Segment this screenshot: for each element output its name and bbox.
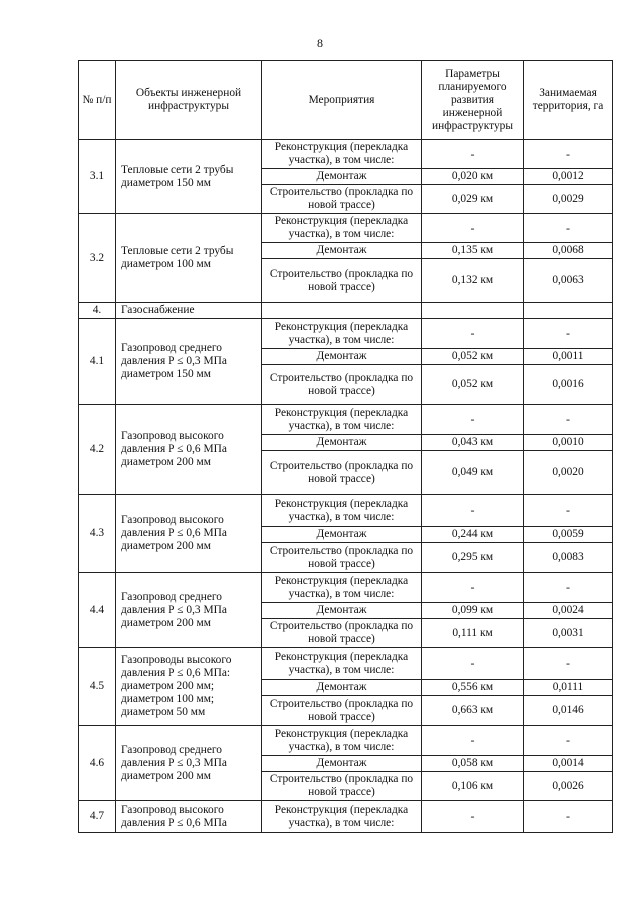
object-name: Газопровод высокого давления Р ≤ 0,6 МПа диаметром 200 мм (116, 495, 262, 573)
table-row (79, 648, 613, 680)
param-cell: - (422, 405, 524, 435)
table-row (79, 405, 613, 435)
object-name: Газопровод высокого давления Р ≤ 0,6 МПа диаметром 200 мм (116, 405, 262, 495)
area-cell: - (524, 140, 613, 169)
area-cell: 0,0026 (524, 772, 613, 801)
action-cell: Реконструкция (перекладка участка), в том числе: (262, 801, 422, 833)
area-cell: 0,0031 (524, 619, 613, 648)
action-cell: Демонтаж (262, 756, 422, 772)
header-object: Объекты инженерной инфраструктуры (116, 61, 262, 140)
action-cell: Реконструкция (перекладка участка), в том числе: (262, 140, 422, 169)
param-cell: 0,663 км (422, 696, 524, 726)
area-cell: 0,0111 (524, 680, 613, 696)
row-number: 4.5 (79, 648, 116, 726)
row-number: 4.6 (79, 726, 116, 801)
action-cell: Реконструкция (перекладка участка), в том числе: (262, 648, 422, 680)
action-cell: Демонтаж (262, 435, 422, 451)
area-cell: 0,0016 (524, 365, 613, 405)
param-cell: 0,049 км (422, 451, 524, 495)
page-number: 8 (317, 36, 323, 50)
table-body (79, 140, 613, 833)
action-cell: Демонтаж (262, 243, 422, 259)
param-cell: 0,106 км (422, 772, 524, 801)
object-name: Газопровод среднего давления Р ≤ 0,3 МПа диаметром 150 мм (116, 319, 262, 405)
action-cell: Демонтаж (262, 680, 422, 696)
object-name: Газопровод среднего давления Р ≤ 0,3 МПа диаметром 200 мм (116, 726, 262, 801)
area-cell: 0,0020 (524, 451, 613, 495)
param-cell: - (422, 495, 524, 527)
action-cell: Строительство (прокладка по новой трассе) (262, 365, 422, 405)
param-cell: - (422, 801, 524, 833)
action-cell: Строительство (прокладка по новой трассе) (262, 696, 422, 726)
param-cell: - (422, 319, 524, 349)
param-cell: 0,052 км (422, 365, 524, 405)
action-cell: Строительство (прокладка по новой трассе) (262, 619, 422, 648)
action-cell: Демонтаж (262, 349, 422, 365)
action-cell: Строительство (прокладка по новой трассе) (262, 772, 422, 801)
object-name: Тепловые сети 2 трубы диаметром 100 мм (116, 214, 262, 303)
area-cell: 0,0011 (524, 349, 613, 365)
param-cell: 0,029 км (422, 185, 524, 214)
row-number: 3.1 (79, 140, 116, 214)
object-name: Тепловые сети 2 трубы диаметром 150 мм (116, 140, 262, 214)
row-number: 4.2 (79, 405, 116, 495)
param-cell: 0,020 км (422, 169, 524, 185)
action-cell: Строительство (прокладка по новой трассе) (262, 185, 422, 214)
table-row (79, 140, 613, 169)
row-number: 4.4 (79, 573, 116, 648)
object-name: Газопровод среднего давления Р ≤ 0,3 МПа диаметром 200 мм (116, 573, 262, 648)
area-cell: 0,0059 (524, 527, 613, 543)
param-cell: 0,132 км (422, 259, 524, 303)
table-row (79, 495, 613, 527)
infrastructure-table (78, 60, 613, 833)
area-cell: 0,0012 (524, 169, 613, 185)
object-name: Газопроводы высокого давления Р ≤ 0,6 МПа: диаметром 200 мм; диаметром 100 мм; диаметром 50 мм (116, 648, 262, 726)
header-params: Параметры планируемого развития инженерной инфраструктуры (422, 61, 524, 140)
param-cell: - (422, 726, 524, 756)
action-cell: Реконструкция (перекладка участка), в том числе: (262, 319, 422, 349)
area-cell: - (524, 648, 613, 680)
param-cell: - (422, 573, 524, 603)
param-cell: 0,295 км (422, 543, 524, 573)
area-cell: - (524, 726, 613, 756)
action-cell: Строительство (прокладка по новой трассе) (262, 451, 422, 495)
param-cell: 0,135 км (422, 243, 524, 259)
area-cell: 0,0146 (524, 696, 613, 726)
action-cell: Реконструкция (перекладка участка), в том числе: (262, 405, 422, 435)
action-cell: Реконструкция (перекладка участка), в том числе: (262, 573, 422, 603)
action-cell: Реконструкция (перекладка участка), в том числе: (262, 726, 422, 756)
param-cell: 0,058 км (422, 756, 524, 772)
object-name: Газопровод высокого давления Р ≤ 0,6 МПа (116, 801, 262, 833)
param-cell: 0,244 км (422, 527, 524, 543)
area-cell: 0,0014 (524, 756, 613, 772)
area-cell: 0,0024 (524, 603, 613, 619)
action-cell: Реконструкция (перекладка участка), в том числе: (262, 214, 422, 243)
row-number: 4.3 (79, 495, 116, 573)
param-cell: - (422, 140, 524, 169)
param-cell: 0,556 км (422, 680, 524, 696)
section-num: 4. (79, 303, 116, 319)
row-number: 4.7 (79, 801, 116, 833)
area-cell: 0,0063 (524, 259, 613, 303)
area-cell: 0,0029 (524, 185, 613, 214)
area-cell: 0,0068 (524, 243, 613, 259)
area-cell: - (524, 214, 613, 243)
action-cell: Демонтаж (262, 527, 422, 543)
param-cell: - (422, 648, 524, 680)
param-cell: - (422, 214, 524, 243)
area-cell: 0,0010 (524, 435, 613, 451)
table-row (79, 726, 613, 756)
area-cell: - (524, 319, 613, 349)
area-cell: - (524, 495, 613, 527)
table-row (79, 319, 613, 349)
section-title: Газоснабжение (116, 303, 262, 319)
action-cell: Демонтаж (262, 603, 422, 619)
param-cell: 0,043 км (422, 435, 524, 451)
table-row (79, 573, 613, 603)
empty-cell (422, 303, 524, 319)
param-cell: 0,052 км (422, 349, 524, 365)
empty-cell (524, 303, 613, 319)
header-action: Мероприятия (262, 61, 422, 140)
param-cell: 0,111 км (422, 619, 524, 648)
section-row (79, 303, 613, 319)
param-cell: 0,099 км (422, 603, 524, 619)
action-cell: Строительство (прокладка по новой трассе) (262, 543, 422, 573)
table-row (79, 214, 613, 243)
row-number: 3.2 (79, 214, 116, 303)
area-cell: - (524, 801, 613, 833)
header-row (79, 61, 613, 140)
action-cell: Демонтаж (262, 169, 422, 185)
table-row (79, 801, 613, 833)
header-area: Занимаемая территория, га (524, 61, 613, 140)
row-number: 4.1 (79, 319, 116, 405)
action-cell: Строительство (прокладка по новой трассе) (262, 259, 422, 303)
area-cell: - (524, 405, 613, 435)
empty-cell (262, 303, 422, 319)
area-cell: - (524, 573, 613, 603)
action-cell: Реконструкция (перекладка участка), в том числе: (262, 495, 422, 527)
header-num: № п/п (79, 61, 116, 140)
area-cell: 0,0083 (524, 543, 613, 573)
